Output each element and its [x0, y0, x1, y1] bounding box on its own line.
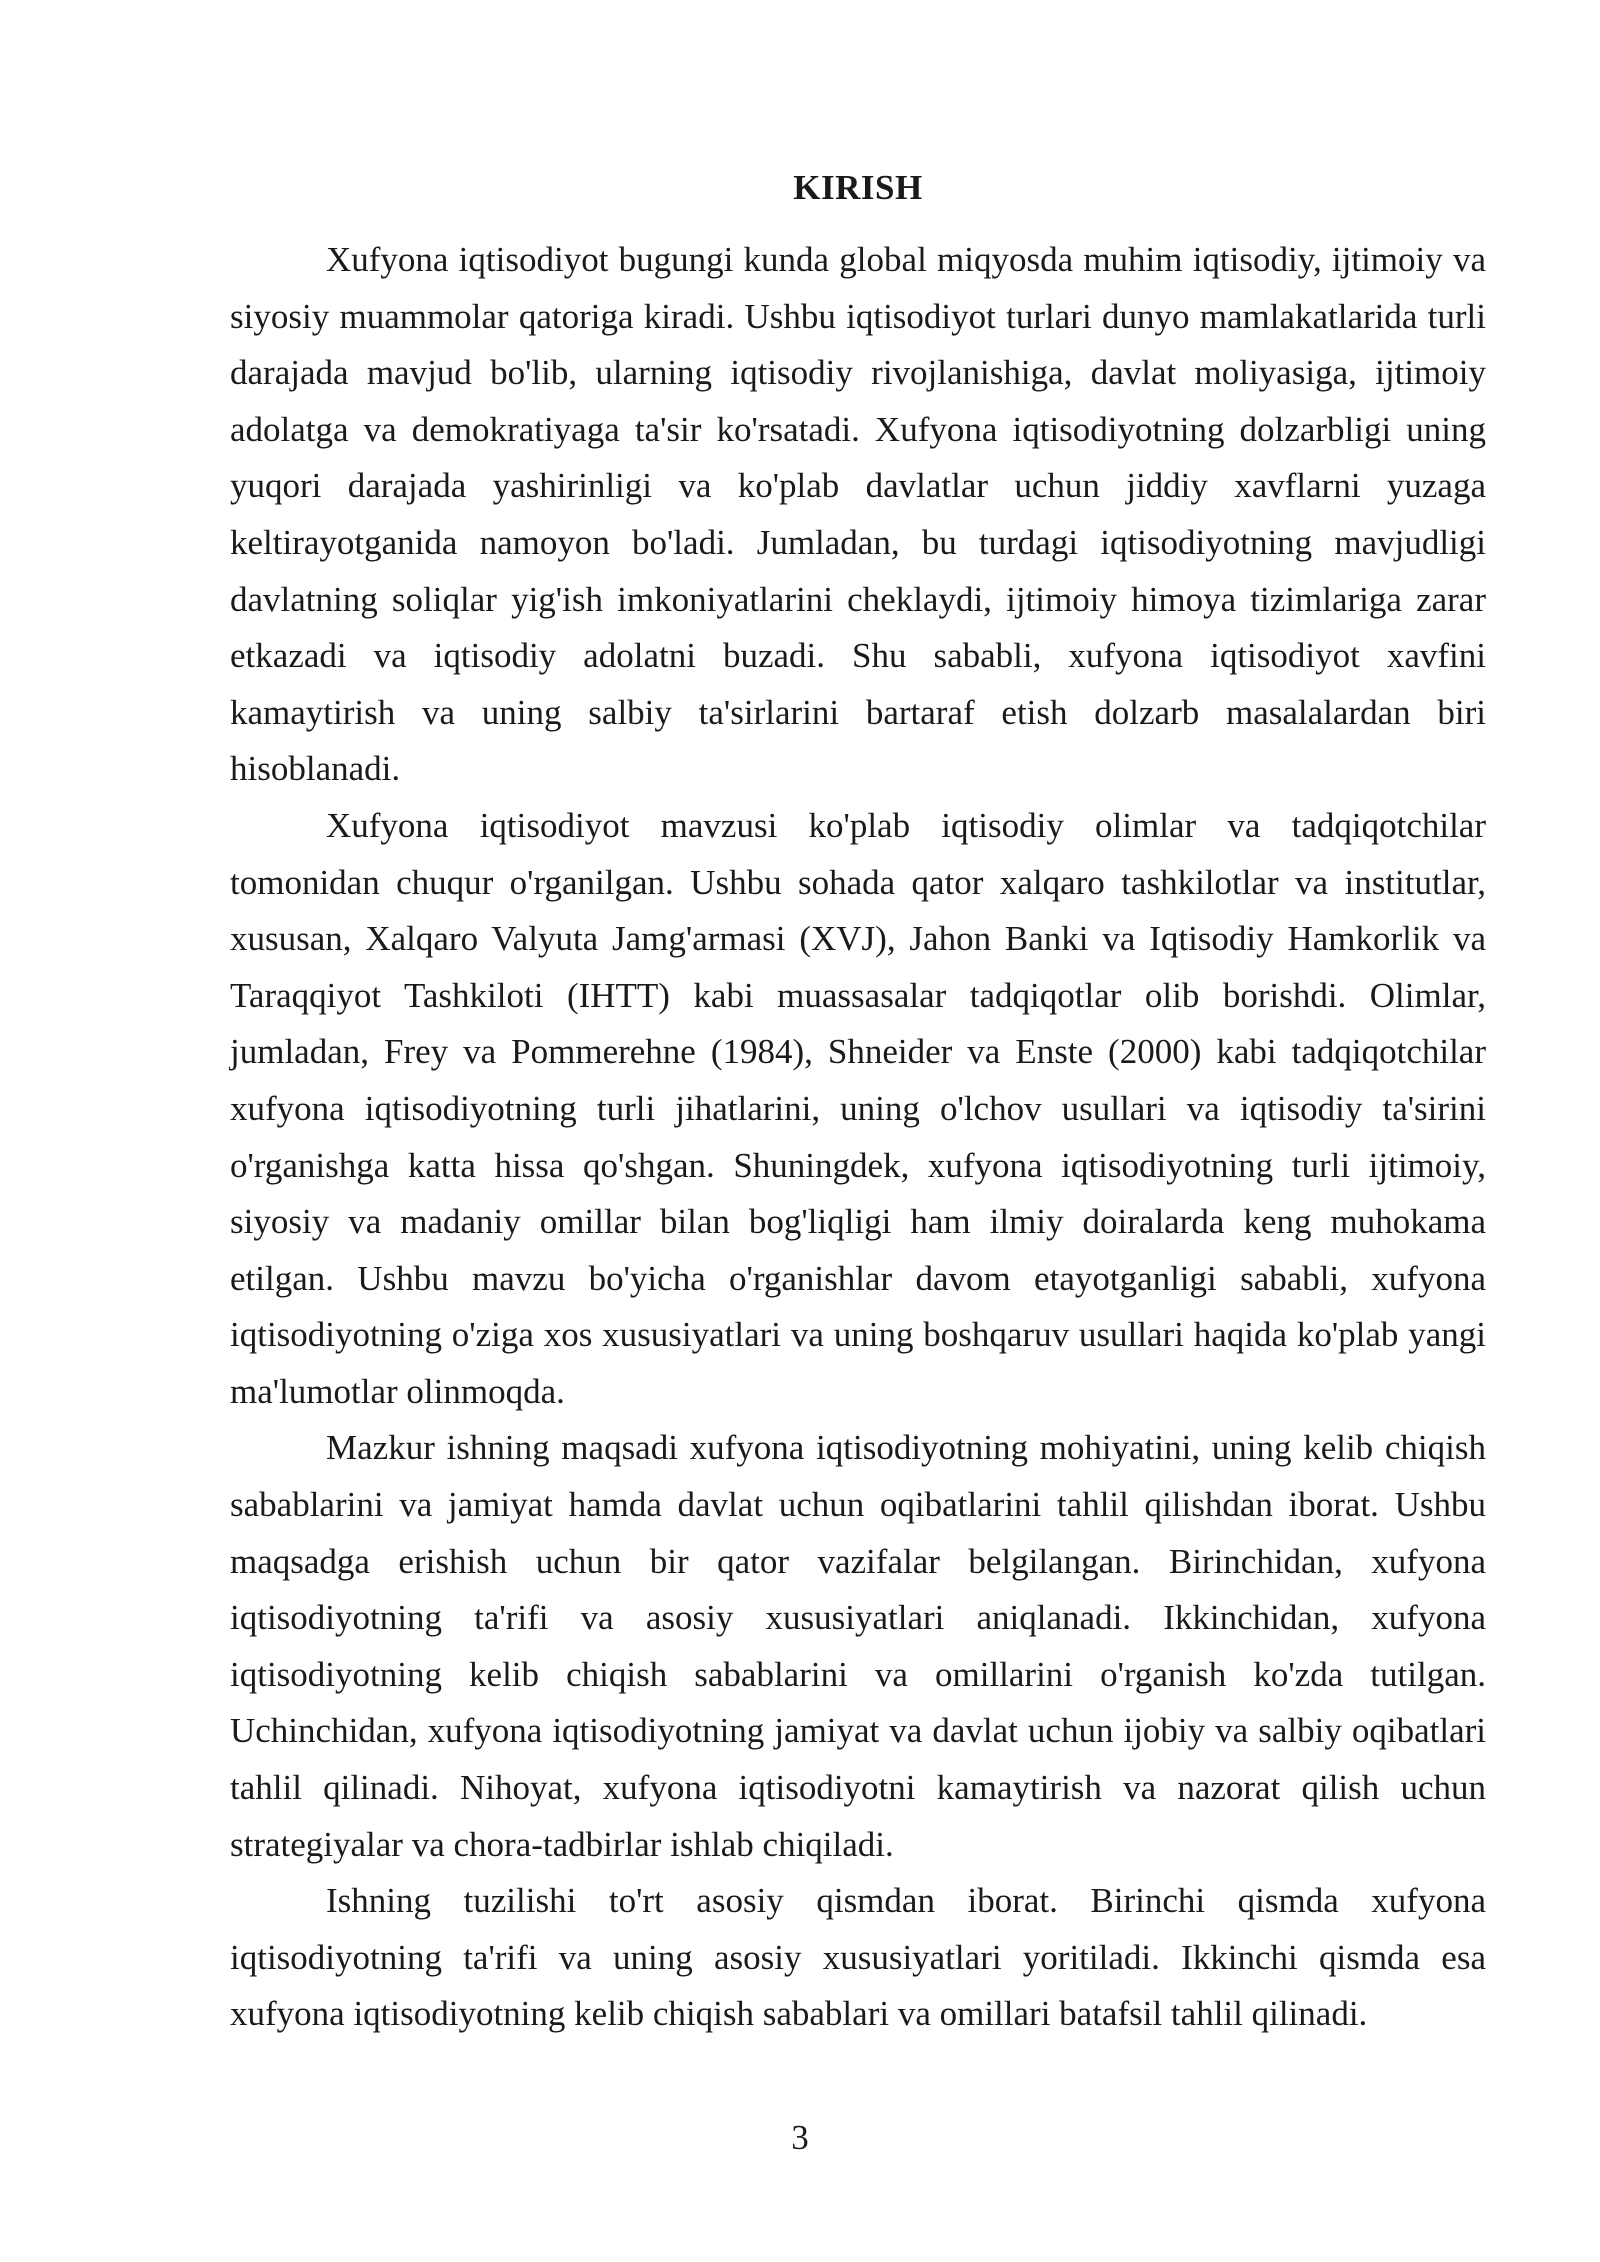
page-number: 3 — [791, 2118, 809, 2157]
page-content — [230, 160, 1486, 2043]
paragraph-literature-review: Xufyona iqtisodiyot mavzusi ko'plab iqtisodiy olimlar va tadqiqotchilar tomonidan chuqur o'rganilgan. Ushbu sohada qator xalqaro tashkilotlar va institutlar, xususan, Xalqaro Valyuta Jamg'armasi (XVJ), Jahon Banki va Iqtisodiy Hamkorlik va Taraqqiyot Tashkiloti (IHTT) kabi muassasalar tadqiqotlar olib borishdi. Olimlar, jumladan, Frey va Pommerehne (1984), Shneider va Enste (2000) kabi tadqiqotchilar xufyona iqtisodiyotning turli jihatlarini, uning o'lchov usullari va iqtisodiy ta'sirini o'rganishga katta hissa qo'shgan. Shuningdek, xufyona iqtisodiyotning turli ijtimoiy, siyosiy va madaniy omillar bilan bog'liqligi ham ilmiy doiralarda keng muhokama etilgan. Ushbu mavzu bo'yicha o'rganishlar davom etayotganligi sababli, xufyona iqtisodiyotning o'ziga xos xususiyatlari va uning boshqaruv usullari haqida ko'plab yangi ma'lumotlar olinmoqda. — [230, 805, 1486, 1411]
paragraph-goals-tasks: Mazkur ishning maqsadi xufyona iqtisodiyotning mohiyatini, uning kelib chiqish sabablarini va jamiyat hamda davlat uchun oqibatlarini tahlil qilishdan iborat. Ushbu maqsadga erishish uchun bir qator vazifalar belgilangan. Birinchidan, xufyona iqtisodiyotning ta'rifi va asosiy xususiyatlari aniqlanadi. Ikkinchidan, xufyona iqtisodiyotning kelib chiqish sabablarini va omillarini o'rganish ko'zda tutilgan. Uchinchidan, xufyona iqtisodiyotning jamiyat va davlat uchun ijobiy va salbiy oqibatlari tahlil qilinadi. Nihoyat, xufyona iqtisodiyotni kamaytirish va nazorat qilish uchun strategiyalar va chora-tadbirlar ishlab chiqiladi. — [230, 1428, 1486, 1864]
paragraph-relevance: Xufyona iqtisodiyot bugungi kunda global miqyosda muhim iqtisodiy, ijtimoiy va siyosiy muammolar qatoriga kiradi. Ushbu iqtisodiyot turlari dunyo mamlakatlarida turli darajada mavjud bo'lib, ularning iqtisodiy rivojlanishiga, davlat moliyasiga, ijtimoiy adolatga va demokratiyaga ta'sir ko'rsatadi. Xufyona iqtisodiyotning dolzarbligi uning yuqori darajada yashirinligi va ko'plab davlatlar uchun jiddiy xavflarni yuzaga keltirayotganida namoyon bo'ladi. Jumladan, bu turdagi iqtisodiyotning mavjudligi davlatning soliqlar yig'ish imkoniyatlarini cheklaydi, ijtimoiy himoya tizimlariga zarar etkazadi va iqtisodiy adolatni buzadi. Shu sababli, xufyona iqtisodiyot xavfini kamaytirish va uning salbiy ta'sirlarini bartaraf etish dolzarb masalalardan biri hisoblanadi. — [230, 240, 1486, 789]
paragraph-structure: Ishning tuzilishi to'rt asosiy qismdan iborat. Birinchi qismda xufyona iqtisodiyotning ta'rifi va uning asosiy xususiyatlari yoritiladi. Ikkinchi qismda esa xufyona iqtisodiyotning kelib chiqish sabablari va omillari batafsil tahlil qilinadi. — [230, 1881, 1486, 2034]
page-title: KIRISH — [793, 168, 923, 207]
